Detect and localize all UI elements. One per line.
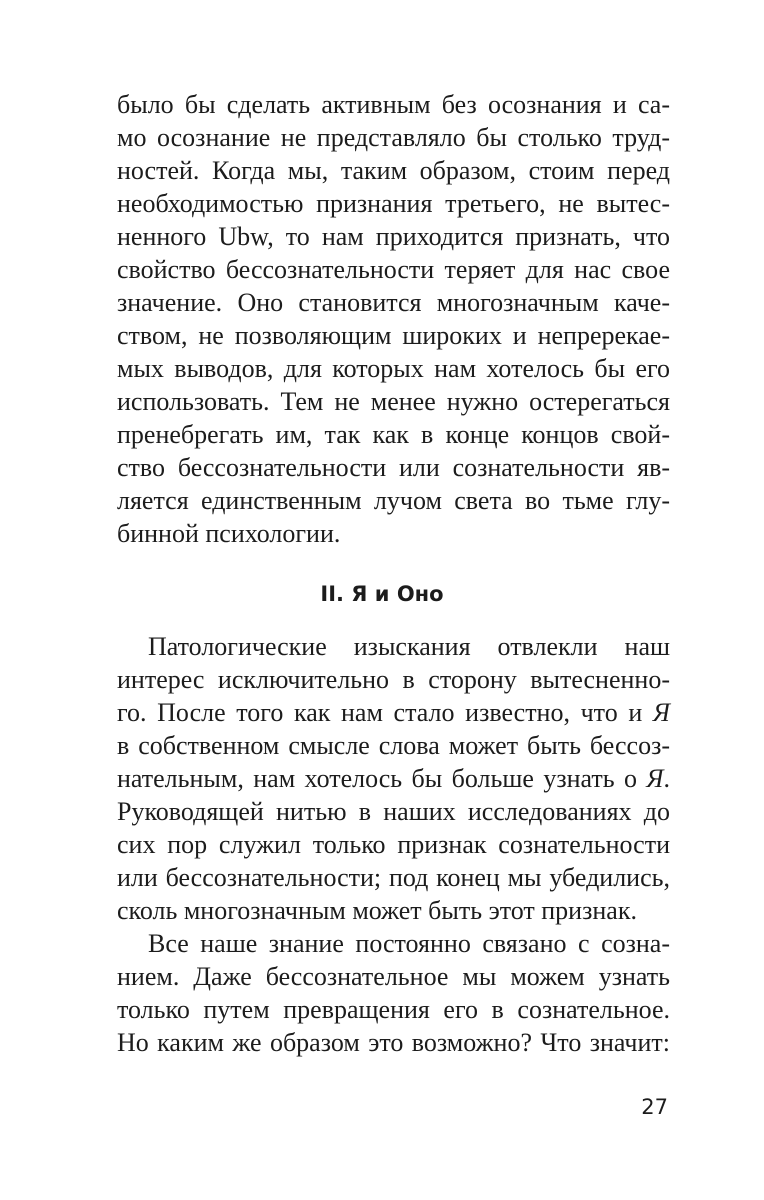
text-line: или бессознательности; под конец мы убедились, [117,863,670,892]
text-line: сих пор служил только признак сознательности [117,830,670,859]
text-line: в собственном смысле слова может быть бессоз- [117,731,670,760]
text-line: бинной психологии. [117,519,341,548]
text-line: Руководящей нитью в наших исследованиях до [117,797,670,826]
text-line: использовать. Тем не менее нужно остерегаться [117,387,670,416]
section-heading: II. Я и Оно [320,582,444,606]
text-line: интерес исключительно в сторону вытесненно- [117,665,670,694]
text-line: мых выводов, для которых нам хотелось бы его [117,354,670,383]
text-line: ненного Ubw, то нам приходится признать, что [117,222,670,251]
text-line: нательным, нам хотелось бы больше узнать о Я. [117,764,670,793]
text-line: было бы сделать активным без осознания и са- [117,90,670,119]
text-line: нием. Даже бессознательное мы можем узнать [117,962,670,991]
text-line: ством, не позволяющим широких и непререкае- [117,321,670,350]
text-line: мо осознание не представляло бы столько труд- [117,123,670,152]
text-line: значение. Оно становится многозначным каче- [117,288,670,317]
text-line: свойство бессознательности теряет для нас свое [117,255,670,284]
text-line: ство бессознательности или сознательности яв- [117,453,670,482]
text-line: ностей. Когда мы, таким образом, стоим перед [117,156,670,185]
text-line: Патологические изыскания отвлекли наш [148,632,670,661]
page-number: 27 [641,1095,668,1119]
text-line: ляется единственным лучом света во тьме глу- [117,486,670,515]
text-line: только путем превращения его в сознательное. [117,995,670,1024]
text-line: Все наше знание постоянно связано с созна- [148,929,670,958]
text-line: пренебрегать им, так как в конце концов свой- [117,420,670,449]
text-line: необходимостью признания третьего, не вытес- [117,189,670,218]
text-line: сколь многозначным может быть этот признак. [117,896,637,925]
text-line: го. После того как нам стало известно, что и Я [117,698,670,727]
text-line: Но каким же образом это возможно? Что значит: [117,1028,670,1057]
